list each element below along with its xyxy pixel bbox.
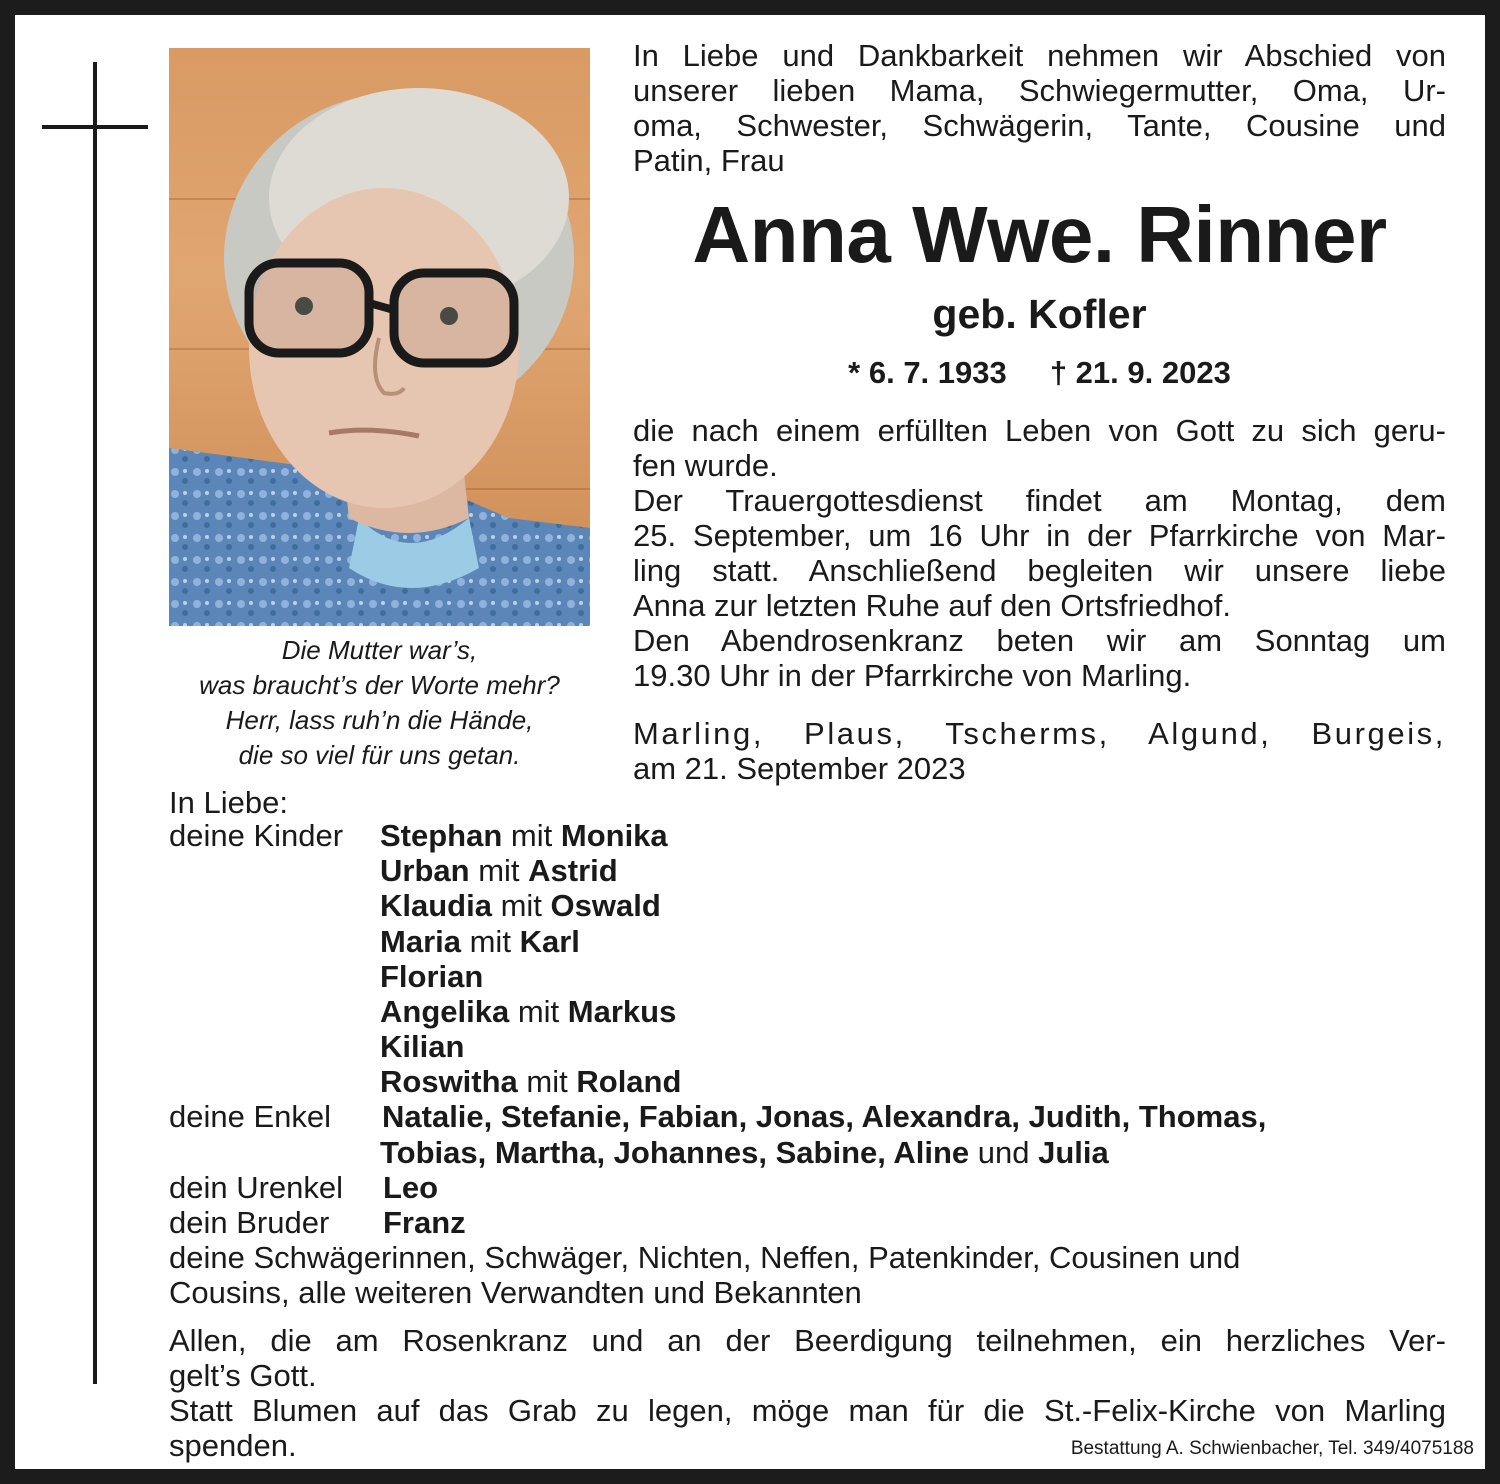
child-entry (380, 1064, 681, 1100)
birth-date: * 6. 7. 1933 (848, 355, 1007, 390)
cross-icon (93, 62, 97, 1384)
service-text (633, 413, 1446, 693)
partner-name: Roland (576, 1064, 682, 1099)
brother-name: Franz (383, 1205, 466, 1240)
relatives-line: Cousins, alle weiteren Verwandten und Bekannten (169, 1275, 862, 1310)
child-entry (380, 959, 483, 995)
relatives-line: deine Schwägerinnen, Schwäger, Nichten, Neffen, Patenkinder, Cousinen und (169, 1240, 1241, 1275)
places-line: Marling, Plaus, Tscherms, Algund, Burgeis, (633, 716, 1446, 751)
thanks-text (169, 1323, 1446, 1393)
child-entry (380, 924, 580, 960)
body-line: 19.30 Uhr in der Pfarrkirche von Marling. (633, 658, 1192, 693)
maiden-name: geb. Kofler (932, 291, 1147, 337)
thanks-line: gelt’s Gott. (169, 1358, 317, 1393)
child-name: Roswitha (380, 1064, 518, 1099)
intro-line: oma, Schwester, Schwägerin, Tante, Cousine und (633, 108, 1446, 143)
child-entry (380, 994, 676, 1030)
child-name: Angelika (380, 994, 510, 1029)
child-name: Stephan (380, 818, 503, 853)
connector-mit: mit (517, 994, 560, 1029)
connector-mit: mit (478, 853, 520, 888)
funeral-home-footer: Bestattung A. Schwienbacher, Tel. 349/4075188 (1070, 1438, 1474, 1459)
body-line: Der Trauergottesdienst findet am Montag, dem (633, 483, 1446, 518)
great-grandchild-name: Leo (383, 1170, 439, 1205)
children-label: deine Kinder (169, 818, 344, 853)
cross-icon-bar (42, 125, 148, 129)
donation-line: Statt Blumen auf das Grab zu legen, möge man für die St.-Felix-Kirche von Marling (169, 1393, 1446, 1428)
brother-label: dein Bruder (169, 1205, 330, 1240)
donation-line: spenden. (169, 1428, 297, 1463)
date-line: am 21. September 2023 (633, 751, 966, 786)
connector-mit: mit (510, 818, 553, 853)
child-name: Klaudia (380, 888, 492, 923)
child-entry (380, 853, 618, 889)
child-name: Urban (380, 853, 470, 888)
grandchildren-line: Natalie, Stefanie, Fabian, Jonas, Alexandra, Judith, Thomas, (382, 1099, 1267, 1134)
family-intro: In Liebe: (169, 785, 288, 820)
verse-line: was braucht’s der Worte mehr? (199, 670, 560, 700)
thanks-line: Allen, die am Rosenkranz und an der Beerdigung teilnehmen, ein herzliches Ver- (169, 1323, 1446, 1358)
child-entry (380, 1029, 464, 1065)
intro-line: In Liebe und Dankbarkeit nehmen wir Abschied von (633, 38, 1446, 73)
partner-name: Markus (567, 994, 677, 1029)
life-dates (633, 355, 1446, 391)
grandchildren-label: deine Enkel (169, 1099, 332, 1134)
body-line: ling statt. Anschließend begleiten wir unsere liebe (633, 553, 1446, 588)
verse-line: Herr, lass ruh’n die Hände, (225, 705, 534, 735)
child-entry (380, 818, 668, 854)
verse-line: Die Mutter war’s, (281, 635, 478, 665)
connector-mit: mit (469, 924, 511, 959)
death-date: † 21. 9. 2023 (1049, 355, 1231, 390)
intro-line: unserer lieben Mama, Schwiegermutter, Oma, Ur- (633, 73, 1446, 108)
child-name: Florian (380, 959, 484, 994)
deceased-name: Anna Wwe. Rinner (692, 190, 1387, 279)
child-name: Maria (380, 924, 461, 959)
connector-mit: mit (526, 1064, 568, 1099)
grandchildren-line: Tobias, Martha, Johannes, Sabine, Aline und Julia (380, 1135, 1109, 1170)
partner-name: Oswald (550, 888, 661, 923)
relatives-text (169, 1240, 1240, 1310)
connector-mit: mit (500, 888, 542, 923)
body-line: Anna zur letzten Ruhe auf den Ortsfriedhof. (633, 588, 1231, 623)
child-name: Kilian (380, 1029, 465, 1064)
body-line: Den Abendrosenkranz beten wir am Sonntag um (633, 623, 1446, 658)
verse-line: die so viel für uns getan. (238, 740, 521, 770)
portrait-photo (169, 48, 590, 626)
intro-line: Patin, Frau (633, 143, 785, 178)
body-line: die nach einem erfüllten Leben von Gott zu sich geru- (633, 413, 1446, 448)
partner-name: Monika (560, 818, 668, 853)
partner-name: Astrid (528, 853, 618, 888)
intro-text (633, 38, 1446, 178)
great-grandchild-label: dein Urenkel (169, 1170, 344, 1205)
memorial-verse (169, 633, 590, 773)
body-line: fen wurde. (633, 448, 778, 483)
child-entry (380, 888, 661, 924)
body-line: 25. September, um 16 Uhr in der Pfarrkirche von Mar- (633, 518, 1446, 553)
place-date (633, 716, 1446, 786)
partner-name: Karl (519, 924, 580, 959)
